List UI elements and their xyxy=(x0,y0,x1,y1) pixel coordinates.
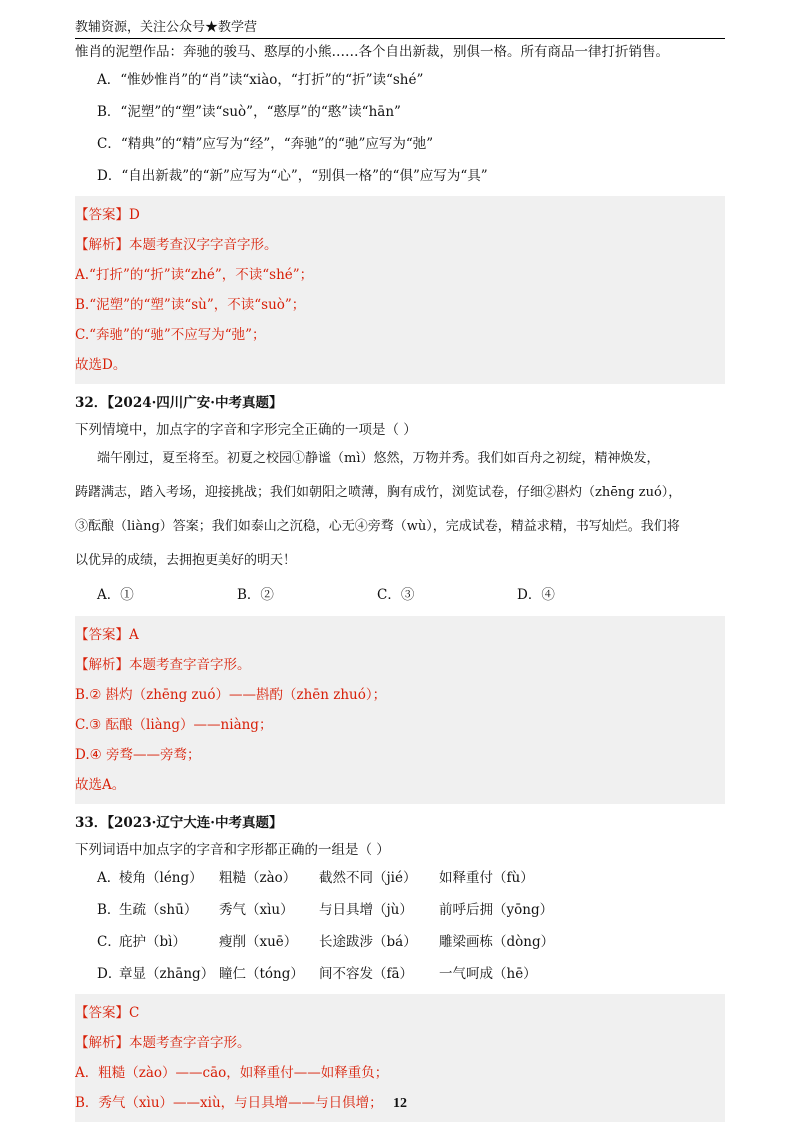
page-header: 教辅资源，关注公众号★教学营 xyxy=(75,16,725,39)
q33-word: 前呼后拥（yōng） xyxy=(439,902,554,918)
q33-word: 生疏（shū） xyxy=(119,902,198,918)
q33-word: 间不容发（fā） xyxy=(319,966,414,982)
q32-answer-block xyxy=(75,616,725,804)
q31-options xyxy=(75,64,725,192)
q33-word: 棱角（léng） xyxy=(119,870,203,886)
q33-options xyxy=(75,862,725,990)
q32-analysis-0: 【解析】本题考查字音字形。 xyxy=(75,657,251,673)
q33-row-a xyxy=(75,862,725,894)
q33-word: 雕梁画栋（dòng） xyxy=(439,934,555,950)
q33-word: 如释重付（fù） xyxy=(439,870,534,886)
q33-answer: 【答案】C xyxy=(75,1005,140,1021)
q32-title: 32．【2024·四川广安·中考真题】 xyxy=(75,395,283,411)
q32-passage-3: 以优异的成绩，去拥抱更美好的明天！ xyxy=(75,553,297,568)
q31-option-a: A．“惟妙惟肖”的“肖”读“xiào，“打折”的“折”读“shé” xyxy=(97,72,424,88)
q33-row-label: A． xyxy=(97,870,121,886)
q32-options xyxy=(75,578,725,612)
q32-option-b: B．② xyxy=(237,587,274,603)
q33-word: 长途跋涉（bá） xyxy=(319,934,417,950)
q32-passage-1: 踌躇满志，踏入考场，迎接挑战；我们如朝阳之喷薄，胸有成竹，浏览试卷，仔细②斟灼（zhēng zuó）， xyxy=(75,485,682,500)
q32-analysis-3: D.④ 旁骛——旁骛； xyxy=(75,747,201,763)
q33-word: 瞳仁（tóng） xyxy=(219,966,304,982)
q33-analysis-0: 【解析】本题考查字音字形。 xyxy=(75,1035,251,1051)
intro-line: 惟肖的泥塑作品：奔驰的骏马、憨厚的小熊……各个自出新裁，别俱一格。所有商品一律打折销售。 xyxy=(75,44,669,60)
q32-stem: 下列情境中，加点字的字音和字形完全正确的一项是（ ） xyxy=(75,422,417,438)
q33-word: 章显（zhāng） xyxy=(119,966,215,982)
q31-answer: 【答案】D xyxy=(75,207,140,223)
q32-option-d: D．④ xyxy=(517,587,555,603)
q31-analysis-4: 故选D。 xyxy=(75,357,127,373)
q33-row-b xyxy=(75,894,725,926)
q33-title: 33．【2023·辽宁大连·中考真题】 xyxy=(75,815,283,831)
q32-answer: 【答案】A xyxy=(75,627,139,643)
q33-row-label: B． xyxy=(97,902,121,918)
q31-option-c: C．“精典”的“精”应写为“经”，“奔驰”的“驰”应写为“弛” xyxy=(97,136,434,152)
q31-analysis-1: A.“打折”的“折”读“zhé”，不读“shé”； xyxy=(75,267,314,283)
q33-word: 截然不同（jié） xyxy=(319,870,417,886)
q33-analysis-2: B．秀气（xìu）——xiù，与日具增——与日俱增； xyxy=(75,1095,383,1111)
q33-row-c xyxy=(75,926,725,958)
q31-option-d: D．“自出新裁”的“新”应写为“心”，“别俱一格”的“俱”应写为“具” xyxy=(97,168,488,184)
q32-passage-0: 端午刚过，夏至将至。初夏之校园①静谧（mì）悠然，万物并秀。我们如百舟之初绽，精神焕发， xyxy=(97,451,660,466)
q33-word: 与日具增（jù） xyxy=(319,902,413,918)
page-number: 12 xyxy=(393,1096,407,1111)
q31-analysis-0: 【解析】本题考查汉字字音字形。 xyxy=(75,237,278,253)
q33-row-label: C． xyxy=(97,934,121,950)
q31-analysis-2: B.“泥塑”的“塑”读“sù”，不读“suò”； xyxy=(75,297,306,313)
q31-analysis-3: C.“奔驰”的“驰”不应写为“弛”； xyxy=(75,327,266,343)
q32-option-c: C．③ xyxy=(377,587,415,603)
q32-analysis-4: 故选A。 xyxy=(75,777,126,793)
q33-row-label: D． xyxy=(97,966,122,982)
q32-analysis-1: B.② 斟灼（zhēng zuó）——斟酌（zhēn zhuó）； xyxy=(75,687,387,703)
q31-answer-block xyxy=(75,196,725,384)
q33-word: 秀气（xìu） xyxy=(219,902,294,918)
q33-word: 瘦削（xuē） xyxy=(219,934,298,950)
q33-analysis-1: A．粗糙（zào）——cāo，如释重付——如释重负； xyxy=(75,1065,389,1081)
q33-word: 一气呵成（hē） xyxy=(439,966,537,982)
q33-stem: 下列词语中加点字的字音和字形都正确的一组是（ ） xyxy=(75,842,390,858)
q32-analysis-2: C.③ 酝酿（liàng）——niàng； xyxy=(75,717,273,733)
q32-passage-2: ③酝酿（liàng）答案；我们如泰山之沉稳，心无④旁骛（wù），完成试卷，精益求精，书写灿烂。我们将 xyxy=(75,519,680,534)
q33-word: 粗糙（zào） xyxy=(219,870,297,886)
page-content xyxy=(75,40,725,1126)
q31-option-b: B．“泥塑”的“塑”读“suò”，“憨厚”的“憨”读“hān” xyxy=(97,104,401,120)
q32-option-a: A．① xyxy=(97,587,134,603)
q33-row-d xyxy=(75,958,725,990)
q33-word: 庇护（bì） xyxy=(119,934,186,950)
